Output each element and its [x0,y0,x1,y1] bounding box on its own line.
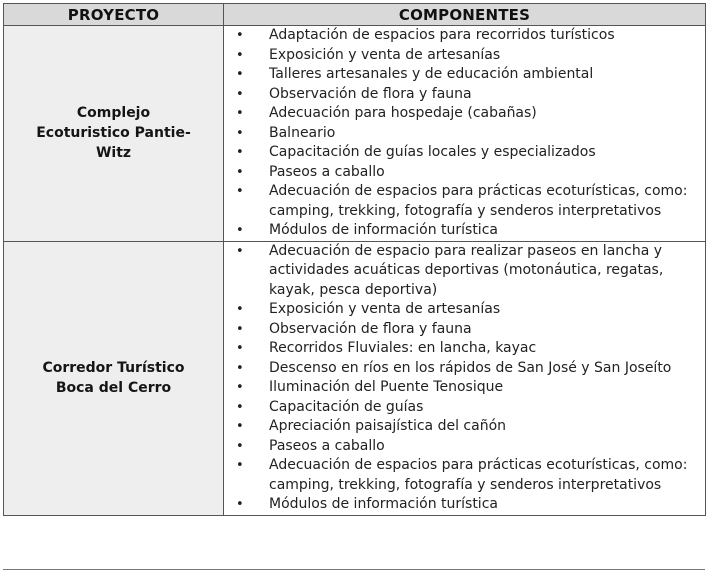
bullet-icon: • [236,438,244,454]
list-item [224,437,705,457]
bullet-icon: • [236,28,244,43]
bullet-icon: • [236,106,244,121]
list-item-text: Talleres artesanales y de educación ambiental [269,66,594,82]
list-item-text: Balneario [269,124,336,141]
list-item-text: Observación de flora y fauna [269,320,472,337]
list-item [224,495,705,515]
bullet-icon: • [236,399,244,415]
list-item [224,65,705,85]
components-cell-boca-del-cerro [224,241,706,515]
list-item [224,26,705,46]
bullet-icon: • [236,86,244,102]
list-item-text: Capacitación de guías [269,398,424,415]
bullet-icon: • [236,302,244,317]
bullet-icon: • [236,47,244,63]
project-name-line: Ecoturistico Pantie- [36,125,191,142]
list-item [224,104,705,124]
project-name-line: Boca del Cerro [55,380,172,396]
list-item-text: Adecuación para hospedaje (cabañas) [269,105,537,121]
component-list [224,26,705,241]
bullet-icon: • [236,145,244,160]
list-item [224,124,705,144]
project-name-pantie-witz [4,26,224,242]
components-cell-pantie-witz [224,26,706,242]
list-item [224,456,705,495]
list-item-text: Capacitación de guías locales y especializados [269,144,596,160]
list-item [224,143,705,163]
project-row [4,241,706,515]
list-item-text: Exposición y venta de artesanías [269,301,501,317]
bottom-divider [3,569,705,570]
list-item-text: Adaptación de espacios para recorridos turísticos [269,27,615,43]
list-item-text: Iluminación del Puente Tenosique [269,379,504,395]
list-item-text: Paseos a caballo [269,437,385,454]
list-item-text: Apreciación paisajística del cañón [269,418,507,434]
bullet-icon: • [236,458,244,473]
list-item [224,339,705,359]
list-item-text: Adecuación de espacios para prácticas ecoturísticas, como: camping, trekking, fotografía y senderos interpretativos [269,183,688,219]
list-item-text: Exposición y venta de artesanías [269,46,501,63]
component-list [224,242,705,515]
list-item [224,320,705,340]
bullet-icon: • [236,360,244,376]
list-item-text: Módulos de información turística [269,222,498,238]
bullet-icon: • [236,321,244,337]
bullet-icon: • [236,164,244,180]
list-item [224,378,705,398]
header-row [4,4,706,26]
projects-table [3,3,706,516]
bullet-icon: • [236,243,244,259]
project-row [4,26,706,242]
list-item [224,182,705,221]
bullet-icon: • [236,419,244,434]
project-name-line: Complejo [76,105,151,122]
list-item-text: Paseos a caballo [269,163,385,180]
project-name-line: Witz [95,145,132,162]
list-item-text: Descenso en ríos en los rápidos de San José y San Joseíto [269,359,672,376]
list-item [224,221,705,241]
bullet-icon: • [236,380,244,395]
list-item [224,46,705,66]
list-item-text: Recorridos Fluviales: en lancha, kayac [269,340,537,356]
project-name-line: Corredor Turístico [42,360,185,376]
list-item-text: Adecuación de espacio para realizar paseos en lancha y actividades acuáticas deportivas (motonáutica, regatas, kayak, pesca deportiva) [269,242,664,298]
list-item-text: Observación de flora y fauna [269,85,472,102]
bullet-icon: • [236,223,244,238]
bullet-icon: • [236,341,244,356]
list-item-text: Módulos de información turística [269,496,498,512]
list-item-text: Adecuación de espacios para prácticas ecoturísticas, como: camping, trekking, fotografía y senderos interpretativos [269,457,688,493]
list-item [224,417,705,437]
list-item [224,163,705,183]
bullet-icon: • [236,67,244,82]
header-project: PROYECTO [4,4,224,26]
bullet-icon: • [236,497,244,512]
list-item [224,398,705,418]
bullet-icon: • [236,125,244,141]
project-name-boca-del-cerro [4,241,224,515]
header-components: COMPONENTES [224,4,706,26]
list-item [224,242,705,301]
bullet-icon: • [236,184,244,199]
list-item [224,300,705,320]
list-item [224,85,705,105]
list-item [224,359,705,379]
